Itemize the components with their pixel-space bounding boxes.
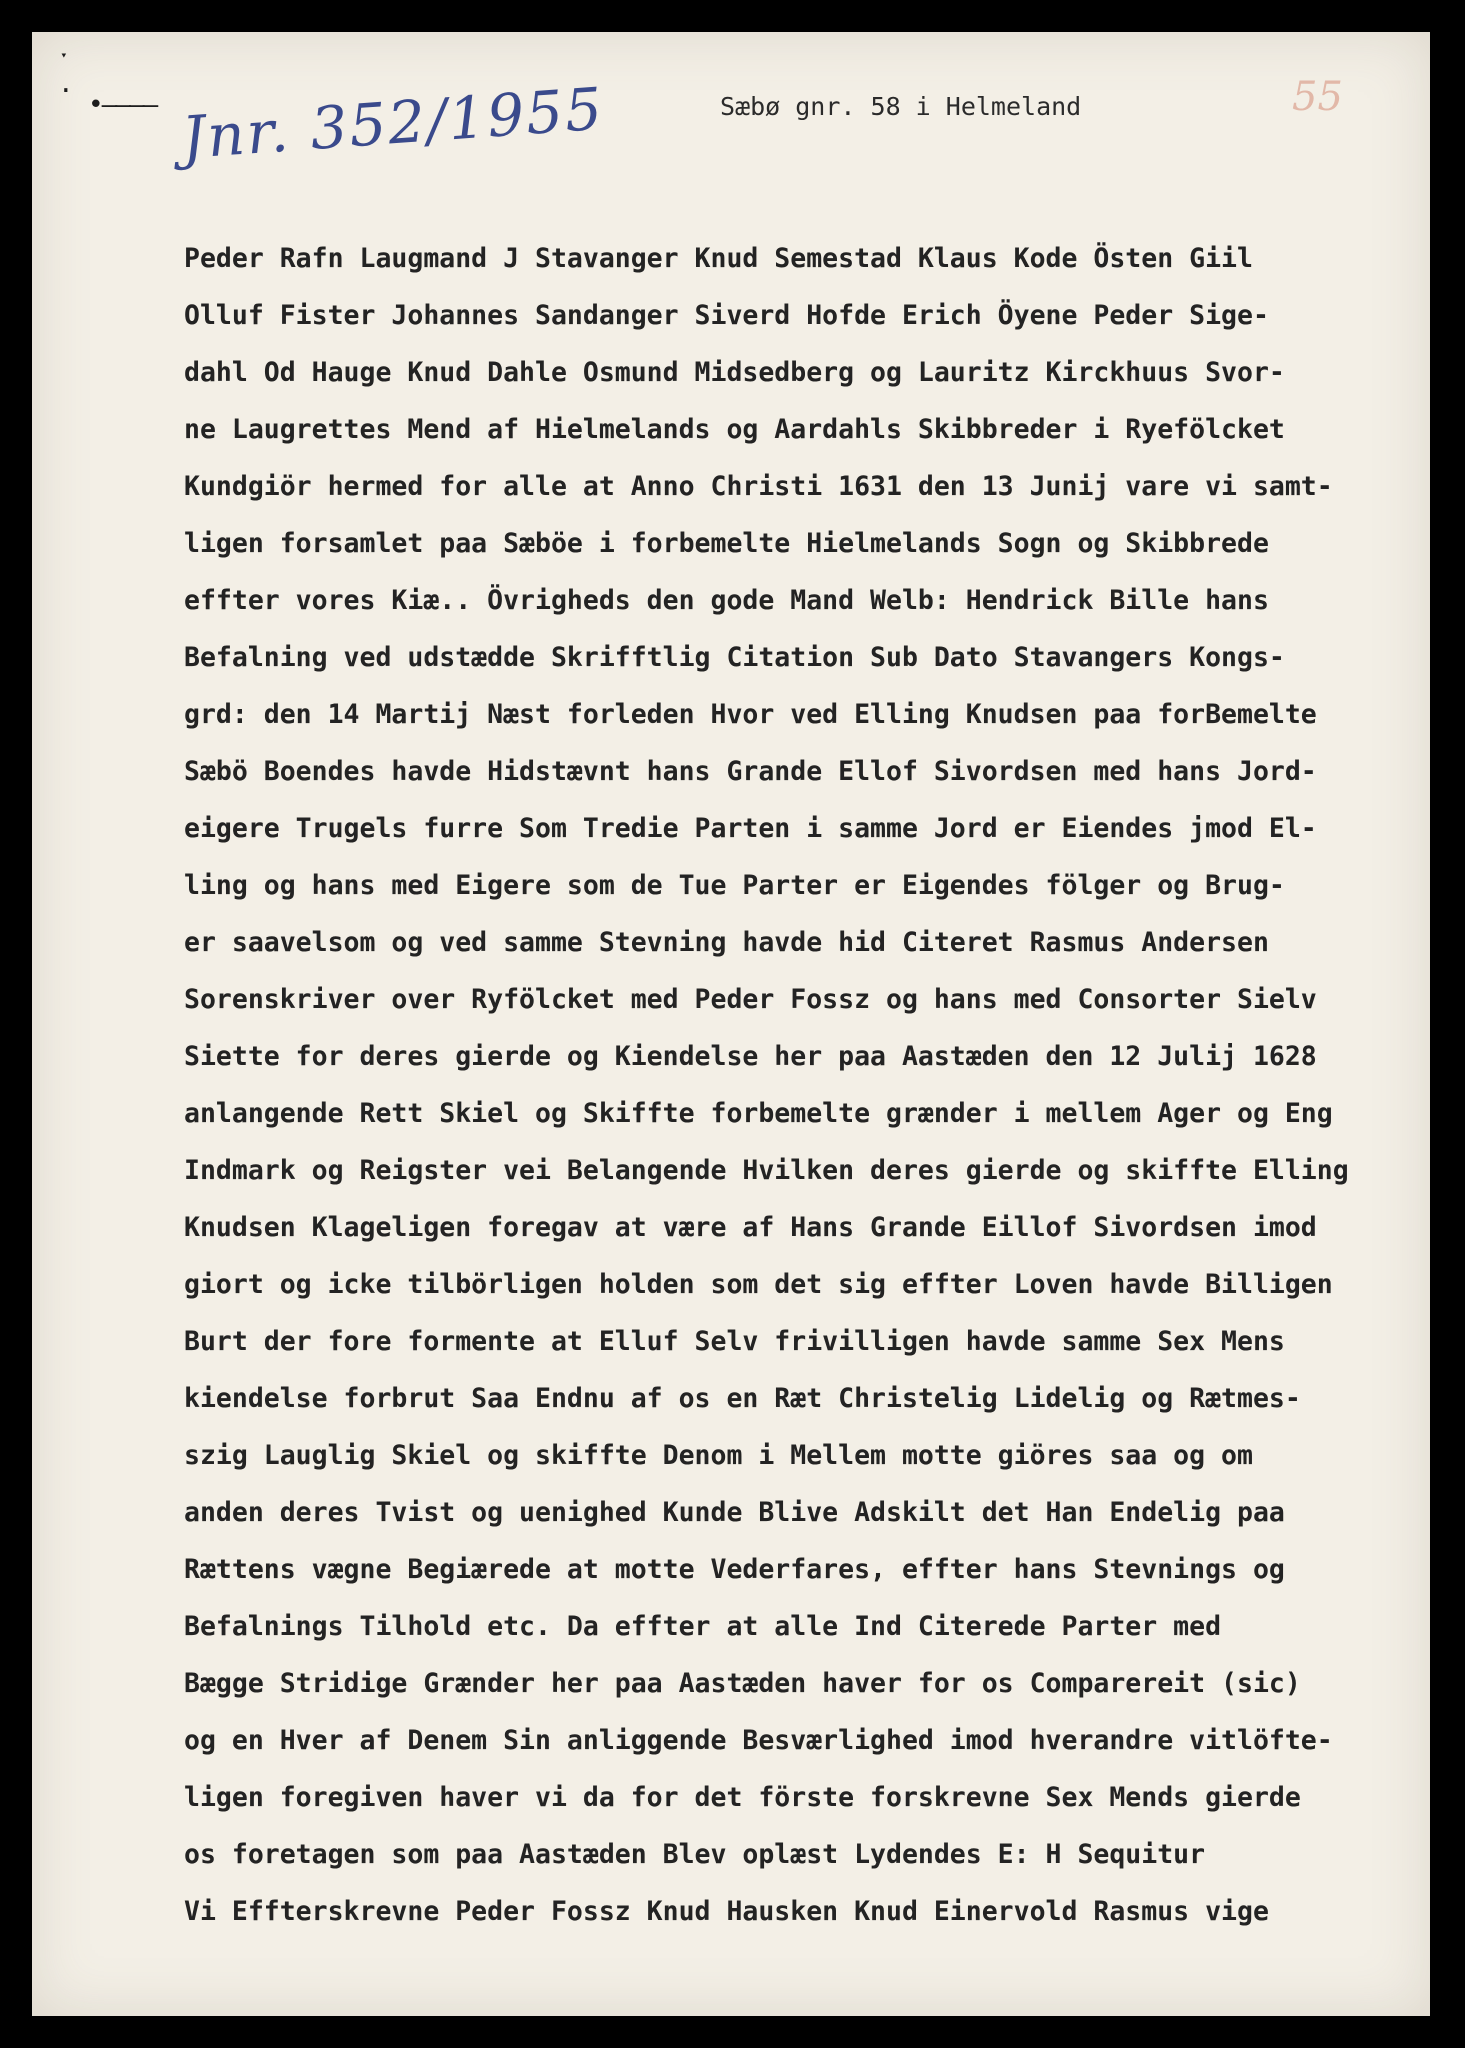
text-line: Knudsen Klageligen foregav at være af Hans Grande Eillof Sivordsen imod — [184, 1212, 1317, 1243]
text-line: Burt der fore formente at Elluf Selv frivilligen havde samme Sex Mens — [184, 1326, 1285, 1357]
text-line: eigere Trugels furre Som Tredie Parten i samme Jord er Eiendes jmod El- — [184, 813, 1317, 844]
text-line: Indmark og Reigster vei Belangende Hvilken deres gierde og skiffte Elling — [184, 1155, 1349, 1186]
text-line: os foretagen som paa Aastæden Blev oplæst Lydendes E: H Sequitur — [184, 1839, 1206, 1870]
text-line: ligen forsamlet paa Sæböe i forbemelte Hielmelands Sogn og Skibbrede — [184, 528, 1269, 559]
text-line: Befalning ved udstædde Skrifftlig Citation Sub Dato Stavangers Kongs- — [184, 642, 1285, 673]
text-line: kiendelse forbrut Saa Endnu af os en Ræt Christelig Lidelig og Rætmes- — [184, 1383, 1301, 1414]
text-line: Befalnings Tilhold etc. Da effter at alle Ind Citerede Parter med — [184, 1611, 1222, 1642]
document-page — [32, 32, 1430, 2016]
handwritten-journal-number: Jnr. 352/1955 — [179, 74, 607, 172]
text-line: szig Lauglig Skiel og skiffte Denom i Mellem motte giöres saa og om — [184, 1440, 1253, 1471]
text-line: og en Hver af Denem Sin anliggende Besværlighed imod hverandre vitlöfte- — [184, 1725, 1333, 1756]
transcription-body — [184, 230, 1424, 1940]
text-line: ligen foregiven haver vi da for det förste forskrevne Sex Mends gierde — [184, 1782, 1301, 1813]
text-line: giort og icke tilbörligen holden som det sig effter Loven havde Billigen — [184, 1269, 1333, 1300]
text-line: anden deres Tvist og uenighed Kunde Blive Adskilt det Han Endelig paa — [184, 1497, 1285, 1528]
text-line: effter vores Kiæ.. Övrigheds den gode Mand Welb: Hendrick Bille hans — [184, 585, 1269, 616]
text-line: Siette for deres gierde og Kiendelse her paa Aastæden den 12 Julij 1628 — [184, 1041, 1317, 1072]
text-line: Vi Effterskrevne Peder Fossz Knud Hausken Knud Einervold Rasmus vige — [184, 1896, 1269, 1927]
margin-mark: · — [58, 76, 74, 106]
text-line: Sæbö Boendes havde Hidstævnt hans Grande Ellof Sivordsen med hans Jord- — [184, 756, 1317, 787]
page-title: Sæbø gnr. 58 i Helmeland — [720, 92, 1082, 121]
text-line: ling og hans med Eigere som de Tue Parter er Eigendes fölger og Brug- — [184, 870, 1285, 901]
text-line: ne Laugrettes Mend af Hielmelands og Aardahls Skibbreder i Ryefölcket — [184, 414, 1285, 445]
margin-mark: ˑ — [56, 44, 72, 74]
text-line: er saavelsom og ved samme Stevning havde hid Citeret Rasmus Andersen — [184, 927, 1269, 958]
text-line: Rættens vægne Begiærede at motte Vederfares, effter hans Stevnings og — [184, 1554, 1285, 1585]
text-line: anlangende Rett Skiel og Skiffte forbemelte grænder i mellem Ager og Eng — [184, 1098, 1333, 1129]
text-line: grd: den 14 Martij Næst forleden Hvor ved Elling Knudsen paa forBemelte — [184, 699, 1317, 730]
margin-dash-mark: •–––– — [88, 90, 157, 120]
text-line: Peder Rafn Laugmand J Stavanger Knud Semestad Klaus Kode Östen Giil — [184, 243, 1253, 274]
text-line: dahl Od Hauge Knud Dahle Osmund Midsedberg og Lauritz Kirckhuus Svor- — [184, 357, 1285, 388]
text-line: Sorenskriver over Ryfölcket med Peder Fossz og hans med Consorter Sielv — [184, 984, 1317, 1015]
faint-page-number: 55 — [1292, 74, 1343, 120]
text-line: Kundgiör hermed for alle at Anno Christi 1631 den 13 Junij vare vi samt- — [184, 471, 1333, 502]
text-line: Bægge Stridige Grænder her paa Aastæden haver for os Comparereit (sic) — [184, 1668, 1301, 1699]
text-line: Olluf Fister Johannes Sandanger Siverd Hofde Erich Öyene Peder Sige- — [184, 300, 1269, 331]
